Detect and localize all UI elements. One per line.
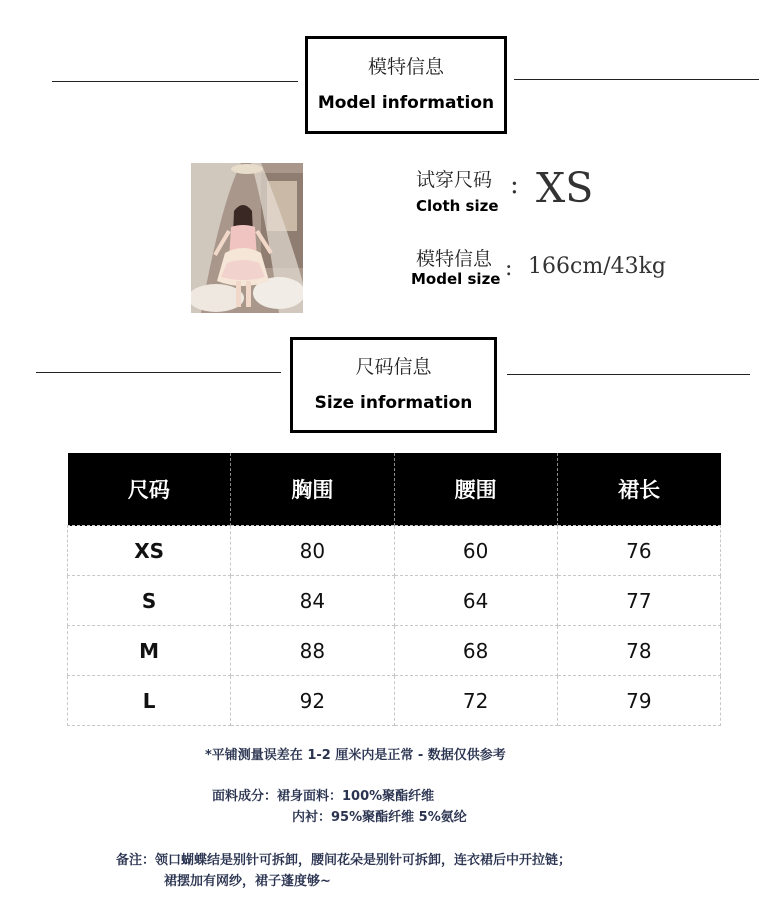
measurement-note: *平铺测量误差在 1-2 厘米内是正常 - 数据仅供参考 [205, 748, 506, 763]
model-info-title-box [305, 36, 507, 134]
cell-size: M [68, 626, 231, 676]
cell-waist: 68 [394, 626, 557, 676]
table-row [68, 626, 721, 676]
cloth-size-label-cn: 试穿尺码 [416, 169, 493, 191]
cell-waist: 60 [394, 526, 557, 576]
cloth-size-label-en: Cloth size [416, 197, 499, 215]
cell-skirt-length: 77 [557, 576, 720, 626]
remark-line-2: 裙摆加有网纱，裙子蓬度够~ [164, 874, 331, 889]
table-row [68, 576, 721, 626]
size-header-line-right [507, 374, 750, 375]
cell-waist: 72 [394, 676, 557, 726]
fabric-line-1: 面料成分：裙身面料：100%聚酯纤维 [212, 789, 435, 804]
model-size-separator: : [505, 256, 513, 281]
model-size-label-cn: 模特信息 [416, 248, 493, 270]
model-photo [191, 163, 303, 313]
cell-size: S [68, 576, 231, 626]
size-info-title-cn: 尺码信息 [355, 356, 432, 378]
table-row [68, 526, 721, 576]
cloth-size-value: XS [536, 164, 594, 212]
model-header-line-left [52, 81, 298, 82]
model-size-label-en: Model size [411, 270, 501, 288]
model-header-line-right [514, 79, 759, 80]
model-photo-illustration [191, 163, 303, 313]
header-bust: 胸围 [231, 453, 394, 526]
model-size-value: 166cm/43kg [528, 254, 666, 279]
cloth-size-separator: : [510, 170, 519, 200]
cell-skirt-length: 78 [557, 626, 720, 676]
cell-bust: 84 [231, 576, 394, 626]
cell-bust: 92 [231, 676, 394, 726]
cell-waist: 64 [394, 576, 557, 626]
fabric-line-2: 内衬：95%聚酯纤维 5%氨纶 [292, 810, 467, 825]
cell-bust: 80 [231, 526, 394, 576]
table-row [68, 676, 721, 726]
header-skirt-length: 裙长 [557, 453, 720, 526]
cell-skirt-length: 79 [557, 676, 720, 726]
cell-bust: 88 [231, 626, 394, 676]
header-size: 尺码 [68, 453, 231, 526]
size-table-header-row [68, 453, 721, 526]
model-info-title-cn: 模特信息 [367, 56, 444, 78]
size-info-title-box [290, 337, 497, 433]
header-waist: 腰围 [394, 453, 557, 526]
size-header-line-left [36, 372, 281, 373]
cell-size: XS [68, 526, 231, 576]
size-info-title-en: Size information [314, 393, 473, 413]
cell-skirt-length: 76 [557, 526, 720, 576]
model-info-title-en: Model information [317, 93, 495, 113]
cell-size: L [68, 676, 231, 726]
remark-line-1: 备注：领口蝴蝶结是别针可拆卸，腰间花朵是别针可拆卸，连衣裙后中开拉链； [116, 853, 572, 868]
size-table [67, 453, 721, 726]
